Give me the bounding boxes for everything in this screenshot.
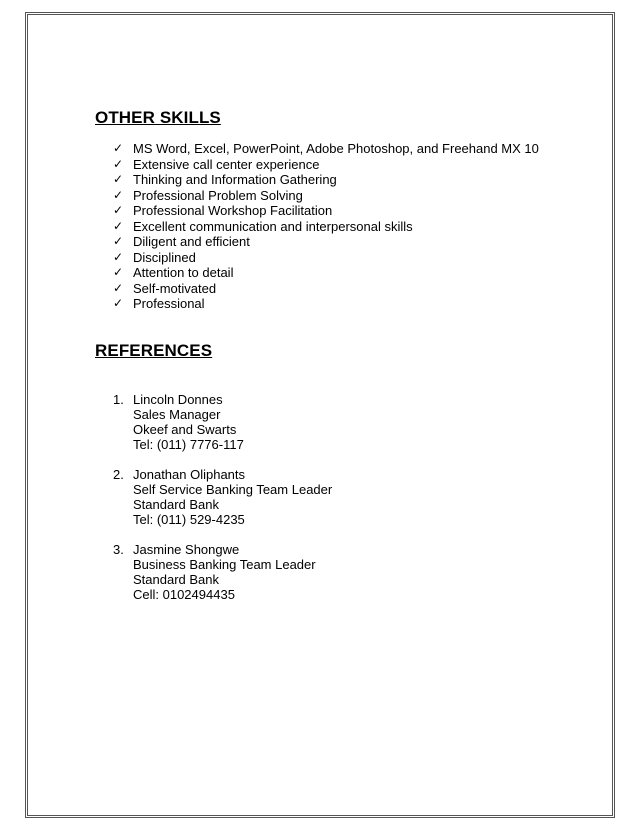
- skill-label: Self-motivated: [133, 280, 217, 296]
- reference-title: Self Service Banking Team Leader: [133, 482, 333, 497]
- skill-label: Professional Workshop Facilitation: [133, 203, 333, 218]
- check-icon: ✓: [113, 187, 124, 202]
- skill-item: [113, 157, 539, 173]
- skill-item: [113, 188, 539, 204]
- reference-item: [113, 392, 332, 452]
- skill-label: Disciplined: [133, 249, 196, 265]
- skill-label: Excellent communication and interpersonal skills: [133, 218, 413, 234]
- reference-item: [113, 467, 332, 527]
- check-icon: ✓: [113, 296, 124, 310]
- reference-company: Okeef and Swarts: [133, 422, 237, 437]
- skill-item: [113, 172, 539, 188]
- check-icon: ✓: [113, 280, 124, 295]
- reference-company: Standard Bank: [133, 497, 220, 512]
- reference-title: Business Banking Team Leader: [133, 557, 316, 572]
- skill-item: [113, 296, 539, 312]
- reference-name: Jonathan Oliphants: [133, 467, 246, 482]
- check-icon: ✓: [113, 156, 124, 171]
- skill-label: Diligent and efficient: [133, 234, 250, 249]
- reference-number: 2.: [113, 467, 124, 482]
- skill-item: [113, 141, 539, 157]
- skill-label: Attention to detail: [133, 265, 234, 280]
- skill-item: [113, 281, 539, 297]
- reference-number: 1.: [113, 392, 124, 407]
- reference-contact: Tel: (011) 7776-117: [133, 437, 244, 452]
- check-icon: ✓: [113, 172, 124, 186]
- reference-item: [113, 542, 332, 602]
- reference-number: 3.: [113, 542, 124, 557]
- reference-name: Lincoln Donnes: [133, 392, 223, 407]
- reference-contact: Cell: 0102494435: [133, 587, 235, 602]
- skill-label: Thinking and Information Gathering: [133, 172, 337, 187]
- reference-name: Jasmine Shongwe: [133, 542, 240, 557]
- reference-contact: Tel: (011) 529-4235: [133, 512, 245, 527]
- skill-label: Professional Problem Solving: [133, 187, 303, 203]
- reference-company: Standard Bank: [133, 572, 220, 587]
- skill-label: Professional: [133, 296, 205, 311]
- skill-label: Extensive call center experience: [133, 156, 320, 172]
- skill-item: [113, 203, 539, 219]
- check-icon: ✓: [113, 249, 124, 264]
- check-icon: ✓: [113, 141, 124, 155]
- check-icon: ✓: [113, 265, 124, 279]
- check-icon: ✓: [113, 218, 124, 233]
- reference-title: Sales Manager: [133, 407, 221, 422]
- references-list: [113, 392, 332, 617]
- check-icon: ✓: [113, 203, 124, 217]
- skill-label: MS Word, Excel, PowerPoint, Adobe Photoshop, and Freehand MX 10: [133, 141, 539, 156]
- skill-item: [113, 250, 539, 266]
- skill-item: [113, 265, 539, 281]
- references-heading: REFERENCES: [95, 341, 213, 360]
- skills-list: [113, 141, 539, 312]
- skill-item: [113, 219, 539, 235]
- skill-item: [113, 234, 539, 250]
- check-icon: ✓: [113, 234, 124, 248]
- other-skills-heading: OTHER SKILLS: [95, 108, 221, 127]
